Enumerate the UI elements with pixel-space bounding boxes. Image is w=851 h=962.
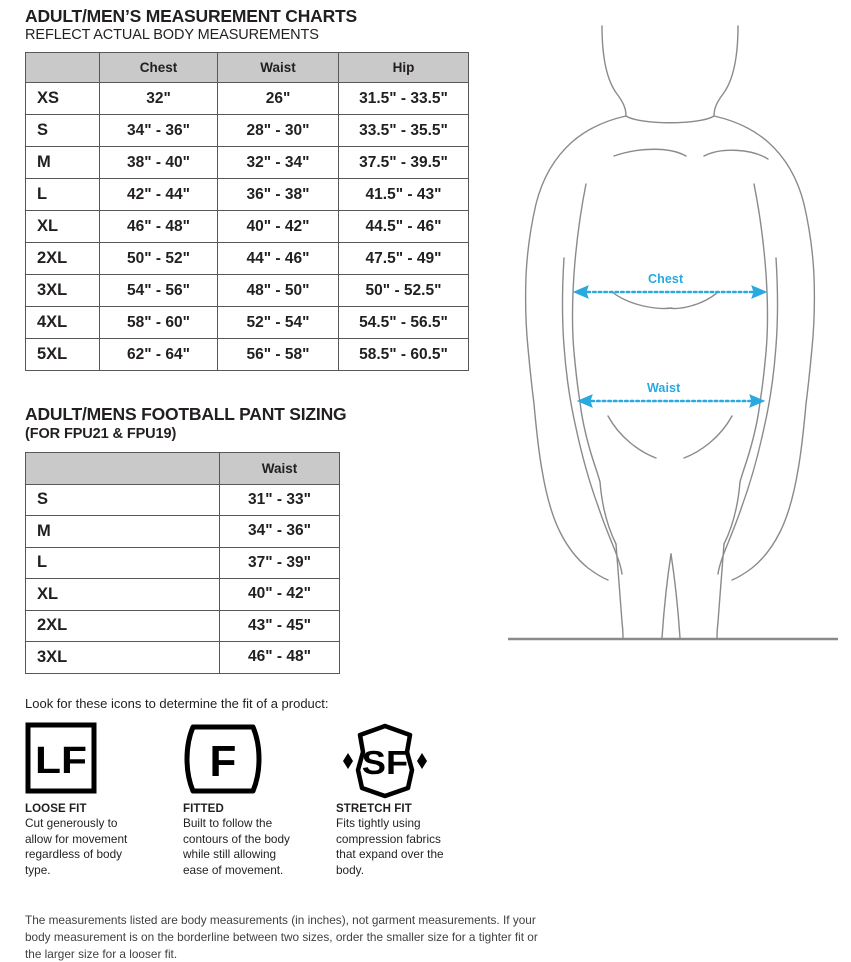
- cell-hip: 58.5" - 60.5": [339, 339, 469, 371]
- table-row: [26, 211, 469, 243]
- column-header-chest: Chest: [100, 53, 218, 83]
- fit-item-stretch: [336, 722, 466, 878]
- cell-chest: 42" - 44": [100, 179, 218, 211]
- cell-waist: 31" - 33": [220, 484, 340, 516]
- cell-waist: 34" - 36": [220, 516, 340, 548]
- measurement-chart-table: [25, 52, 469, 371]
- cell-size: 2XL: [26, 243, 100, 275]
- table-row: [26, 339, 469, 371]
- waist-measure-arrow: [578, 395, 764, 407]
- stretch-fit-icon: [336, 722, 466, 800]
- cell-hip: 50" - 52.5": [339, 275, 469, 307]
- table-row: [26, 307, 469, 339]
- cell-hip: 37.5" - 39.5": [339, 147, 469, 179]
- cell-size: M: [26, 516, 220, 548]
- column-header-waist: Waist: [218, 53, 339, 83]
- cell-size: S: [26, 115, 100, 147]
- cell-hip: 31.5" - 33.5": [339, 83, 469, 115]
- measurement-chart-title: ADULT/MEN’S MEASUREMENT CHARTS: [25, 6, 358, 26]
- cell-waist: 32" - 34": [218, 147, 339, 179]
- cell-size: 5XL: [26, 339, 100, 371]
- head-right-outline: [714, 26, 738, 116]
- cell-chest: 50" - 52": [100, 243, 218, 275]
- svg-text:LF: LF: [34, 738, 87, 782]
- table-row: [26, 579, 340, 611]
- fit-item-loose: [25, 722, 155, 878]
- fitted-icon: [183, 722, 313, 800]
- cell-chest: 34" - 36": [100, 115, 218, 147]
- right-lat-line: [668, 292, 718, 308]
- cell-size: 3XL: [26, 275, 100, 307]
- fit-title: STRETCH FIT: [336, 803, 412, 815]
- chest-measure-arrow: [574, 286, 766, 298]
- right-leg-outer: [717, 544, 724, 638]
- table-header-row: [26, 53, 469, 83]
- cell-hip: 33.5" - 35.5": [339, 115, 469, 147]
- body-measurement-diagram: [490, 8, 851, 668]
- chest-label: Chest: [648, 272, 684, 286]
- cell-waist: 36" - 38": [218, 179, 339, 211]
- right-arm-inner-outline: [718, 258, 778, 574]
- right-glute-crease: [684, 416, 732, 458]
- column-header-size: [26, 53, 100, 83]
- cell-size: 2XL: [26, 610, 220, 642]
- cell-waist: 26": [218, 83, 339, 115]
- table-row: [26, 484, 340, 516]
- cell-waist: 48" - 50": [218, 275, 339, 307]
- left-lat-line: [612, 292, 672, 308]
- table-row: [26, 516, 340, 548]
- left-leg-outer: [616, 544, 623, 638]
- cell-size: 4XL: [26, 307, 100, 339]
- table-row: [26, 610, 340, 642]
- table-row: [26, 547, 340, 579]
- cell-size: M: [26, 147, 100, 179]
- cell-waist: 40" - 42": [218, 211, 339, 243]
- fit-guide-intro: Look for these icons to determine the fit of a product:: [25, 696, 329, 711]
- right-arm-outer-outline: [714, 116, 814, 580]
- cell-size: XL: [26, 579, 220, 611]
- fit-description: Cut generously to allow for movement regardless of body type.: [25, 816, 128, 877]
- table-row: [26, 179, 469, 211]
- left-glute-crease: [608, 416, 656, 458]
- table-row: [26, 642, 340, 674]
- measurement-chart-subtitle: REFLECT ACTUAL BODY MEASUREMENTS: [25, 27, 319, 43]
- table-row: [26, 147, 469, 179]
- svg-text:F: F: [209, 737, 237, 786]
- pant-chart-subtitle: (FOR FPU21 & FPU19): [25, 426, 177, 442]
- cell-hip: 54.5" - 56.5": [339, 307, 469, 339]
- left-arm-inner-outline: [563, 258, 623, 574]
- waist-label: Waist: [647, 381, 681, 395]
- cell-size: S: [26, 484, 220, 516]
- table-row: [26, 275, 469, 307]
- cell-hip: 44.5" - 46": [339, 211, 469, 243]
- cell-size: L: [26, 179, 100, 211]
- svg-text:SF: SF: [361, 745, 409, 782]
- cell-waist: 37" - 39": [220, 547, 340, 579]
- cell-waist: 40" - 42": [220, 579, 340, 611]
- cell-size: XL: [26, 211, 100, 243]
- cell-size: 3XL: [26, 642, 220, 674]
- column-header-waist: Waist: [220, 453, 340, 485]
- cell-waist: 52" - 54": [218, 307, 339, 339]
- table-row: [26, 115, 469, 147]
- fit-description: Fits tightly using compression fabrics that expand over the body.: [336, 816, 444, 877]
- table-row: [26, 243, 469, 275]
- fit-title: FITTED: [183, 803, 224, 815]
- cell-hip: 47.5" - 49": [339, 243, 469, 275]
- cell-waist: 43" - 45": [220, 610, 340, 642]
- column-header-size: [26, 453, 220, 485]
- head-left-outline: [602, 26, 626, 116]
- fit-title: LOOSE FIT: [25, 803, 87, 815]
- cell-chest: 54" - 56": [100, 275, 218, 307]
- cell-waist: 56" - 58": [218, 339, 339, 371]
- cell-hip: 41.5" - 43": [339, 179, 469, 211]
- pant-sizing-table: [25, 452, 340, 674]
- cell-chest: 38" - 40": [100, 147, 218, 179]
- cell-size: L: [26, 547, 220, 579]
- neck-base: [626, 116, 714, 123]
- loose-fit-icon: [25, 722, 155, 800]
- right-leg-inner: [671, 554, 680, 638]
- cell-waist: 44" - 46": [218, 243, 339, 275]
- table-header-row: [26, 453, 340, 485]
- cell-chest: 58" - 60": [100, 307, 218, 339]
- torso-right-lower: [740, 402, 760, 482]
- cell-chest: 32": [100, 83, 218, 115]
- left-arm-outer-outline: [526, 116, 626, 580]
- cell-size: XS: [26, 83, 100, 115]
- fit-item-fitted: [183, 722, 313, 878]
- table-row: [26, 83, 469, 115]
- cell-chest: 46" - 48": [100, 211, 218, 243]
- right-shoulder-blade: [704, 150, 768, 159]
- pant-chart-title: ADULT/MENS FOOTBALL PANT SIZING: [25, 404, 347, 424]
- footer-disclaimer: The measurements listed are body measurements (in inches), not garment measurements. If your body measurement is on the borderline between two sizes, order the smaller size for a tighter fit or the larger size for a looser fit.: [25, 913, 538, 961]
- cell-waist: 46" - 48": [220, 642, 340, 674]
- left-leg-inner: [662, 554, 671, 638]
- fit-description: Built to follow the contours of the body while still allowing ease of movement.: [183, 816, 290, 877]
- left-shoulder-blade: [614, 149, 686, 156]
- cell-chest: 62" - 64": [100, 339, 218, 371]
- column-header-hip: Hip: [339, 53, 469, 83]
- torso-left-lower: [580, 402, 600, 482]
- cell-waist: 28" - 30": [218, 115, 339, 147]
